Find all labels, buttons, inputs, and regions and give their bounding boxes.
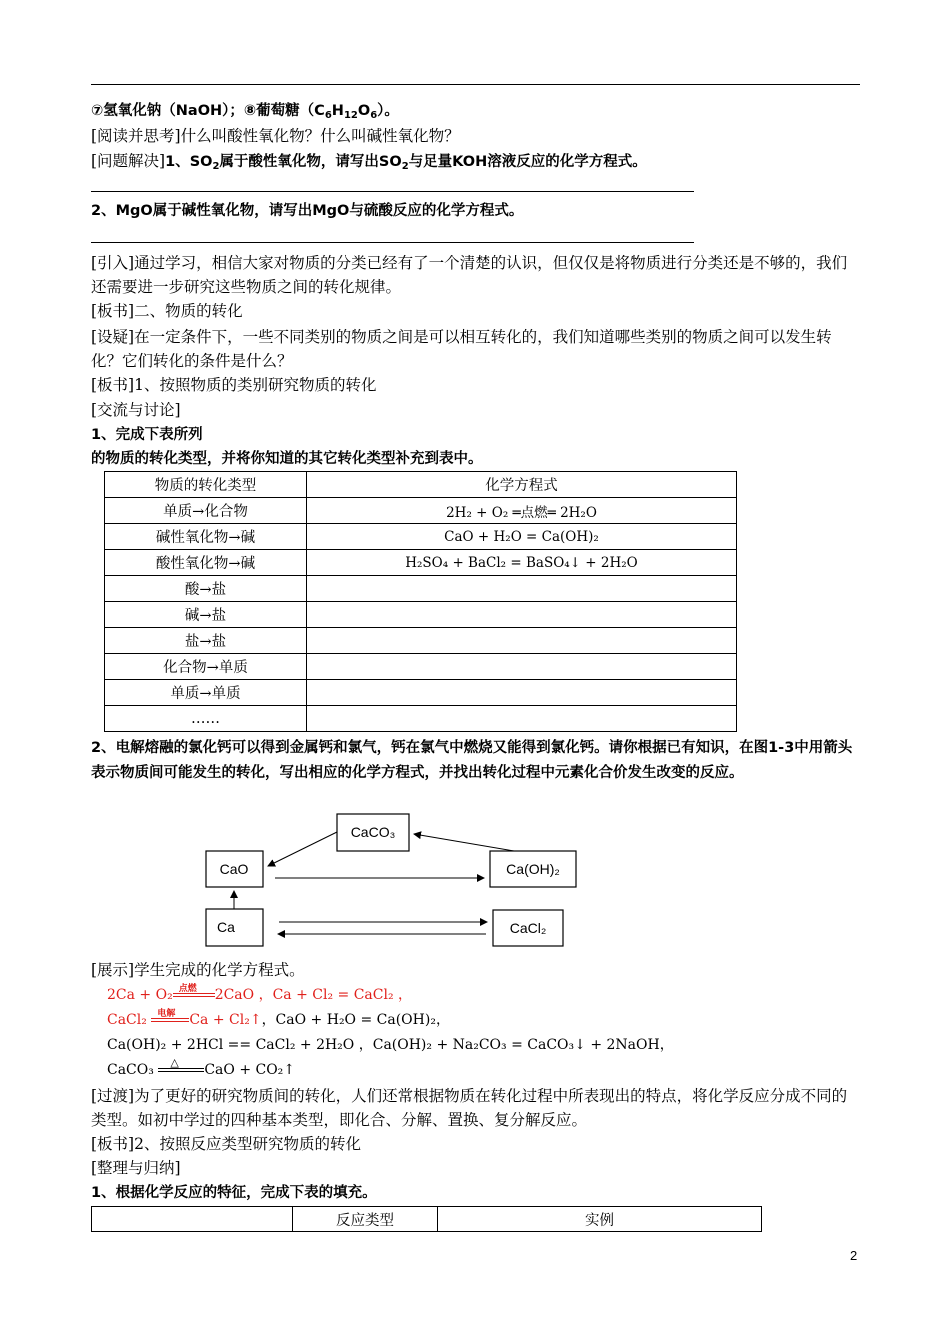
task-2-paragraph: 2、电解熔融的氯化钙可以得到金属钙和氯气，钙在氯气中燃烧又能得到氯化钙。请你根据已有知识，在图1-3中用箭头表示物质间可能发生的转化，写出相应的化学方程式，并找出转化过程中元素化合价发生改变的反应。 bbox=[91, 740, 853, 781]
type-cell: 碱性氧化物→碱 bbox=[105, 524, 307, 550]
type-cell: 单质→单质 bbox=[105, 680, 307, 706]
show-heading: [展示]学生完成的化学方程式。 bbox=[91, 961, 305, 979]
ca-label: Ca bbox=[217, 919, 235, 935]
intro-paragraph: [引入]通过学习，相信大家对物质的分类已经有了一个清楚的认识，但仅仅是将物质进行分类还是不够的，我们还需要进一步研究这些物质之间的转化规律。 bbox=[91, 254, 848, 296]
header-cell: 物质的转化类型 bbox=[105, 472, 307, 498]
summarize-heading: [整理与归纳] bbox=[91, 1159, 181, 1177]
task-1-b: 的物质的转化类型，并将你知道的其它转化类型补充到表中。 bbox=[91, 451, 483, 467]
arrow-caco3-to-cao bbox=[268, 832, 337, 866]
task-3: 1、根据化学反应的特征，完成下表的填充。 bbox=[91, 1185, 377, 1201]
arrow-caoh2-to-caco3 bbox=[414, 834, 514, 851]
question-paragraph: [设疑]在一定条件下，一些不同类别的物质之间是可以相互转化的，我们知道哪些类别的物质之间可以发生转化？它们转化的条件是什么？ bbox=[91, 328, 832, 370]
equation-line-4: CaCO₃ △ CaO + CO₂↑ bbox=[107, 1056, 296, 1078]
type-cell: 酸→盐 bbox=[105, 576, 307, 602]
equation-cell[interactable]: CaO + H₂O = Ca(OH)₂ bbox=[307, 524, 737, 550]
equation-line-2: CaCl₂ 电解 Ca + Cl₂↑，CaO + H₂O = Ca(OH)₂， bbox=[107, 1009, 450, 1028]
read-think: [阅读并思考]什么叫酸性氧化物？什么叫碱性氧化物？ bbox=[91, 127, 460, 145]
page-number: 2 bbox=[850, 1248, 858, 1263]
item-7-8-line: ⑦氢氧化钠（NaOH）；⑧葡萄糖$(C_6H_{12}O_6)$。 bbox=[91, 103, 399, 121]
type-cell: 化合物→单质 bbox=[105, 654, 307, 680]
table-header-row bbox=[92, 1207, 762, 1232]
board-title-3: [板书]2、按照反应类型研究物质的转化 bbox=[91, 1135, 361, 1153]
transition-paragraph: [过渡]为了更好的研究物质间的转化，人们还常根据物质在转化过程中所表现出的特点，将化学反应分成不同的类型。如初中学过的四种基本类型，即化合、分解、置换、复分解反应。 bbox=[91, 1087, 848, 1129]
caoh2-label: Ca(OH)₂ bbox=[506, 861, 560, 877]
type-cell: 单质→化合物 bbox=[105, 498, 307, 524]
equation-line-3: Ca(OH)₂ + 2HCl == CaCl₂ + 2H₂O ，Ca(OH)₂ + Na₂CO₃ = CaCO₃↓ + 2NaOH， bbox=[107, 1037, 674, 1053]
cacl2-label: CaCl₂ bbox=[509, 920, 547, 936]
equation-line-1: 2Ca + O₂ 点燃 2CaO ，Ca + Cl₂ = CaCl₂ ， bbox=[107, 984, 413, 1003]
type-cell: 盐→盐 bbox=[105, 628, 307, 654]
equation-cell[interactable]: H₂SO₄ + BaCl₂ = BaSO₄↓ + 2H₂O bbox=[307, 550, 737, 576]
header-cell: 化学方程式 bbox=[307, 472, 737, 498]
type-cell: 碱→盐 bbox=[105, 602, 307, 628]
caco3-label: CaCO₃ bbox=[350, 824, 396, 840]
discuss-heading: [交流与讨论] bbox=[91, 401, 181, 419]
board-title-2: [板书]1、按照物质的类别研究物质的转化 bbox=[91, 376, 377, 394]
problem-q2: 2、MgO属于碱性氧化物，请写出MgO与硫酸反应的化学方程式。 bbox=[91, 203, 524, 219]
problem-q1: [问题解决]1、$SO_2$属于酸性氧化物，请写出$SO_2$与足量KOH溶液反应的化学方程式。 bbox=[91, 152, 647, 172]
cao-label: CaO bbox=[219, 861, 249, 877]
header-cell bbox=[92, 1207, 293, 1232]
board-title-1: [板书]二、物质的转化 bbox=[91, 302, 243, 320]
type-cell: …… bbox=[105, 706, 307, 732]
header-cell: 实例 bbox=[438, 1207, 762, 1232]
equation-cell[interactable]: 2H₂ + O₂ ═点燃═ 2H₂O bbox=[307, 498, 737, 524]
header-cell: 反应类型 bbox=[293, 1207, 438, 1232]
type-cell: 酸性氧化物→碱 bbox=[105, 550, 307, 576]
task-1-a: 1、完成下表所列 bbox=[91, 427, 203, 443]
reaction-type-table bbox=[91, 1206, 762, 1232]
